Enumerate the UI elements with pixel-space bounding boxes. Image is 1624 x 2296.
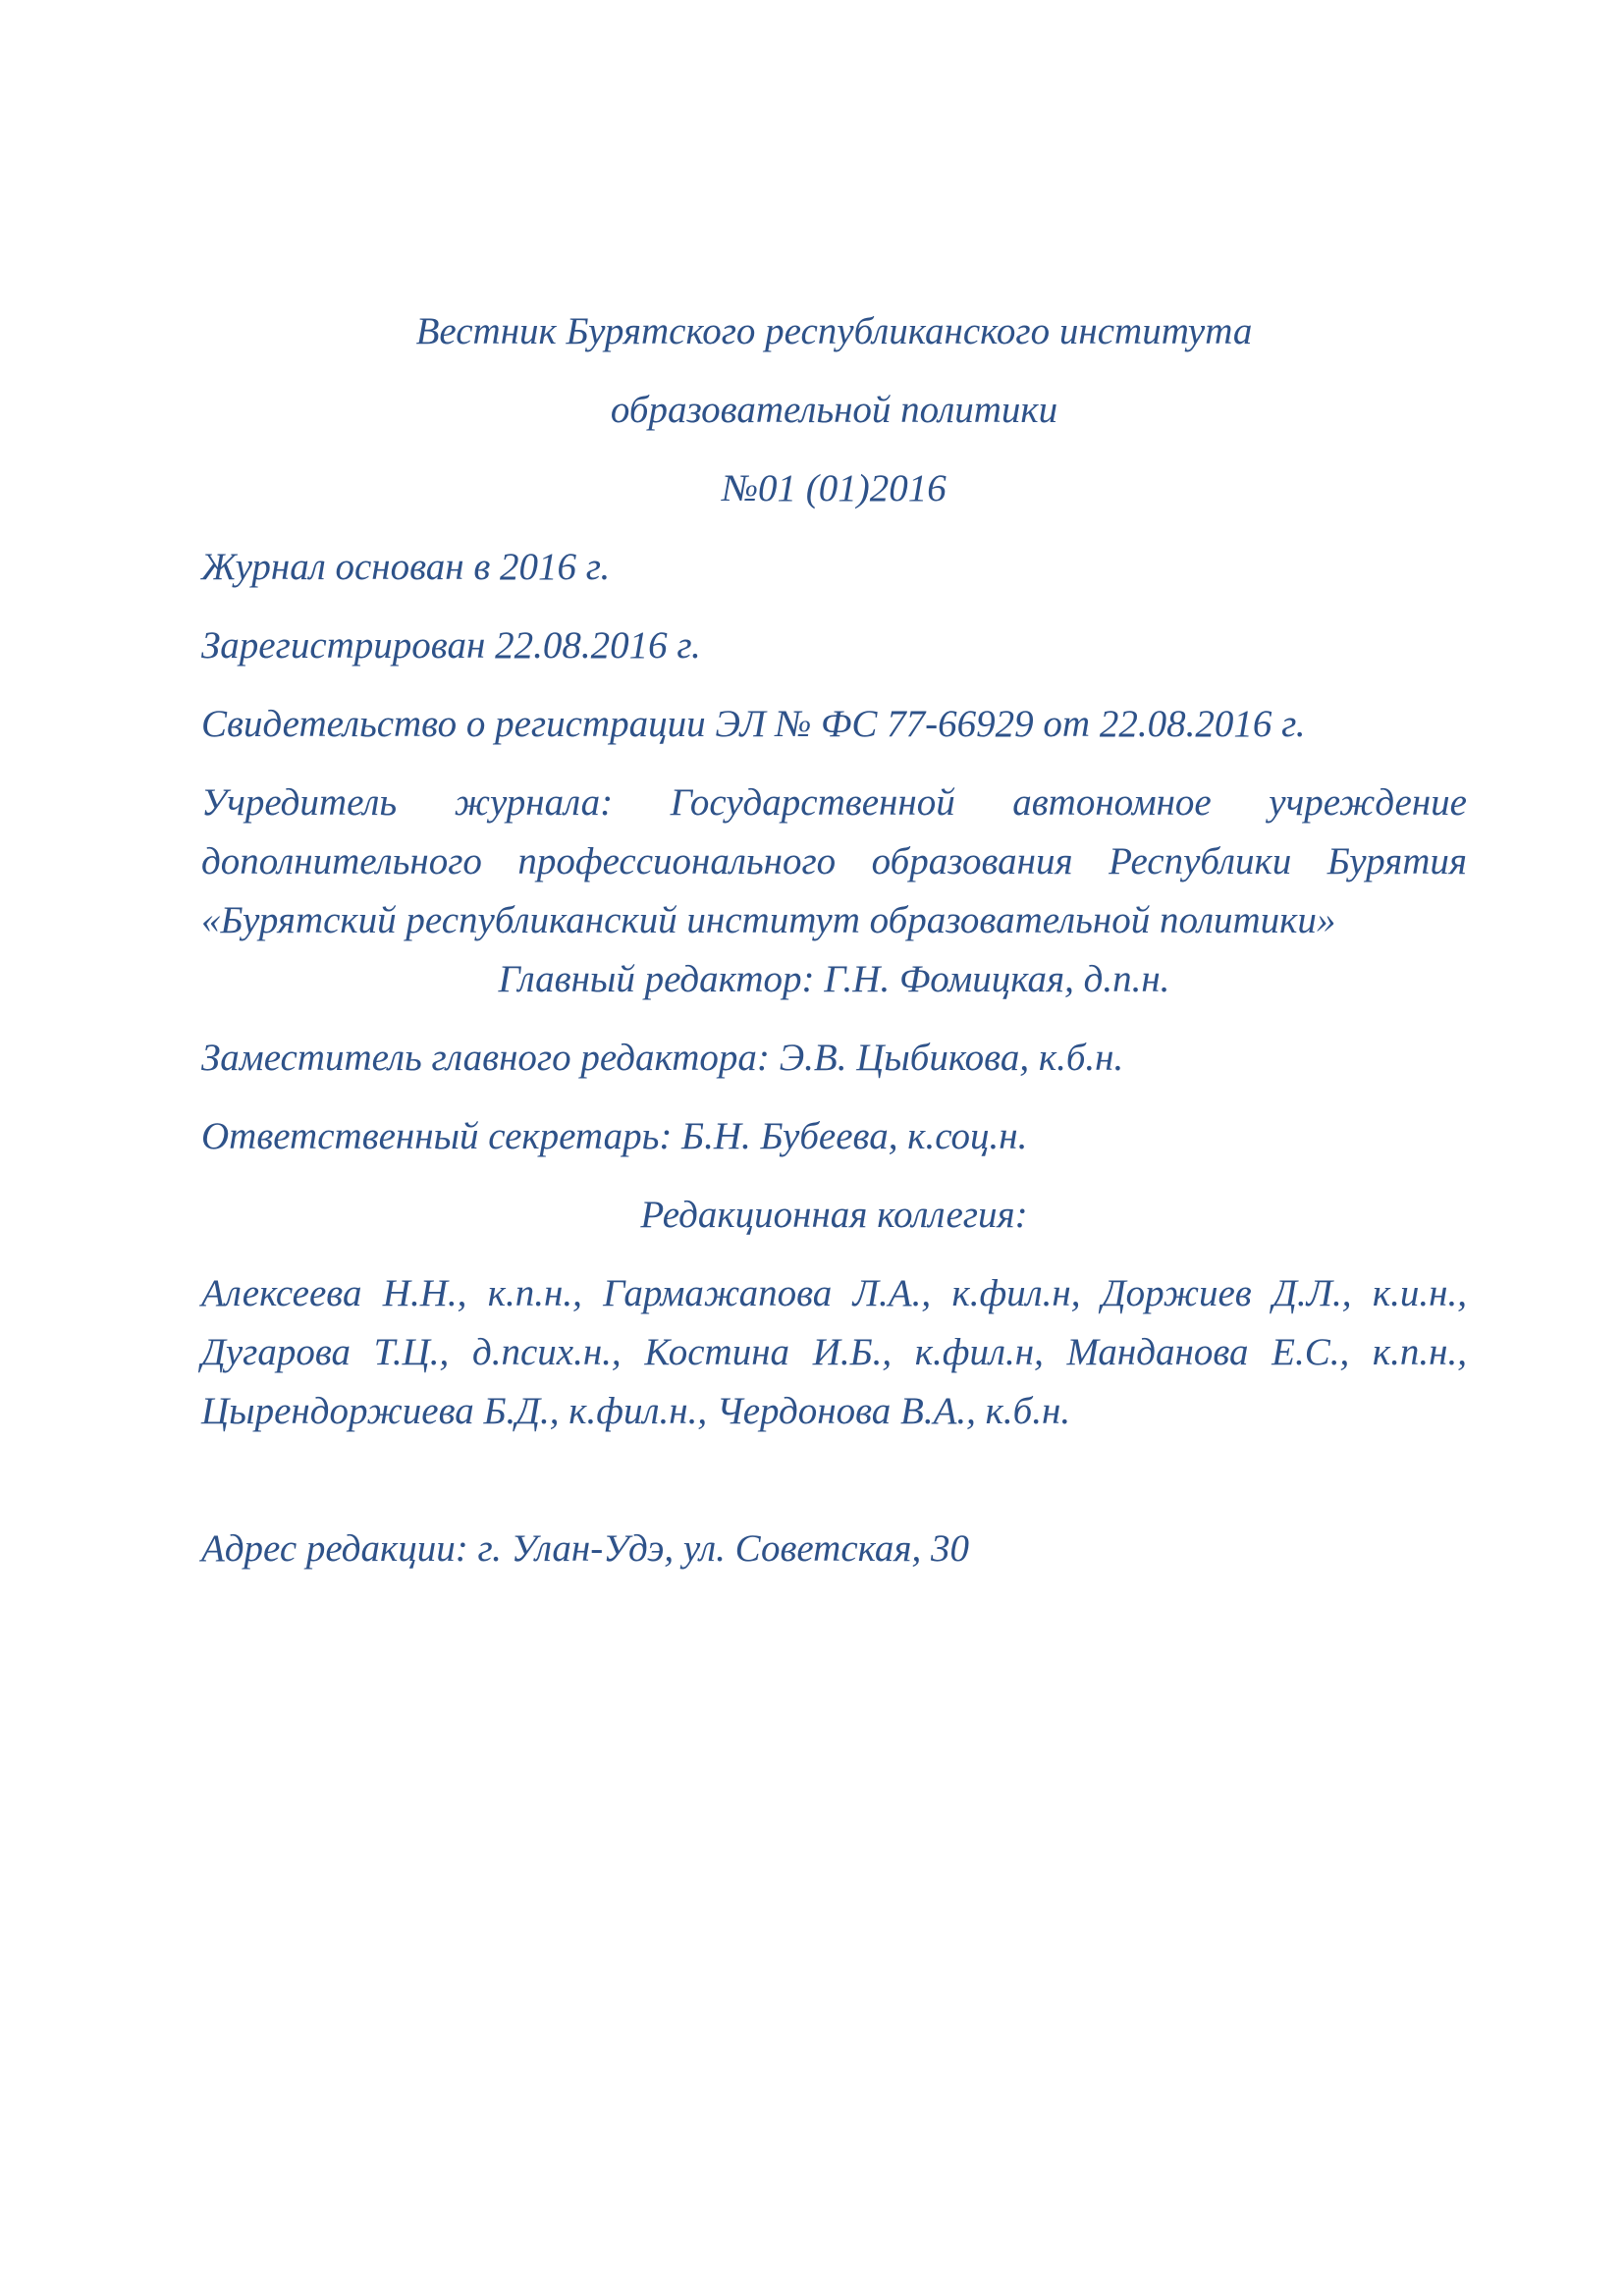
issue-number: №01 (01)2016 xyxy=(722,467,947,509)
journal-title-line2: образовательной политики xyxy=(610,389,1058,431)
certificate-line: Свидетельство о регистрации ЭЛ № ФС 77-66929 от 22.08.2016 г. xyxy=(201,703,1306,745)
founder-paragraph: Учредитель журнала: Государственной автономное учреждение дополнительного профессионального образования Республики Бурятия «Бурятский республиканский институт образовательной политики» xyxy=(201,781,1467,941)
editorial-address: Адрес редакции: г. Улан-Удэ, ул. Советская, 30 xyxy=(201,1527,970,1570)
editorial-board-heading: Редакционная коллегия: xyxy=(640,1194,1028,1236)
secretary-line: Ответственный секретарь: Б.Н. Бубеева, к.соц.н. xyxy=(201,1115,1028,1157)
editorial-board-members: Алексеева Н.Н., к.п.н., Гармажапова Л.А., к.фил.н, Доржиев Д.Л., к.и.н., Дугарова Т.Ц., д.псих.н., Костина И.Б., к.фил.н, Манданова Е.С., к.п.н., Цырендоржиева Б.Д., к.фил.н., Чердонова В.А., к.б.н. xyxy=(201,1272,1467,1432)
deputy-editor-line: Заместитель главного редактора: Э.В. Цыбикова, к.б.н. xyxy=(201,1037,1124,1079)
registered-line: Зарегистрирован 22.08.2016 г. xyxy=(201,624,701,667)
chief-editor-line: Главный редактор: Г.Н. Фомицкая, д.п.н. xyxy=(498,958,1170,1000)
journal-title-line1: Вестник Бурятского республиканского института xyxy=(415,310,1253,352)
founded-line: Журнал основан в 2016 г. xyxy=(201,546,611,588)
